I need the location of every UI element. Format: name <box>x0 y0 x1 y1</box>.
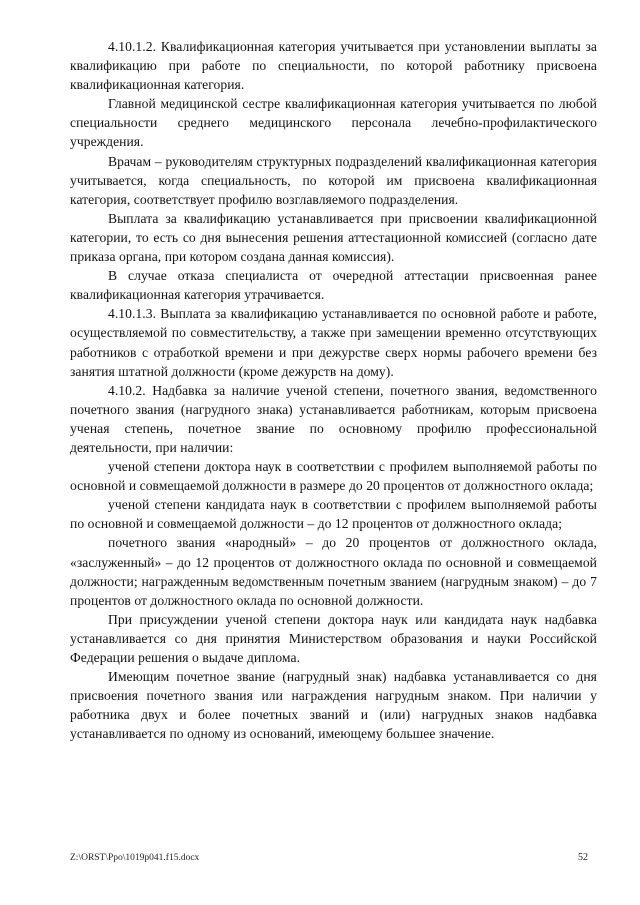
paragraph-4-10-1-2: 4.10.1.2. Квалификационная категория учитывается при установлении выплаты за квалификацию при работе по специальности, по которой работнику присвоена квалификационная категория. <box>70 39 597 93</box>
paragraph-refusal: В случае отказа специалиста от очередной аттестации присвоенная ранее квалификационная категория утрачивается. <box>70 268 597 303</box>
paragraph-honorary-title: почетного звания «народный» – до 20 процентов от должностного оклада, «заслуженный» – до 12 процентов от должностного оклада по основной и совмещаемой должности; награжденным ведомственным почетным званием (нагрудным знаком) – до 7 процентов от должностного оклада по основной должности. <box>70 535 597 608</box>
paragraph-doctors-heads: Врачам – руководителям структурных подразделений квалификационная категория учитывается, когда специальность, по которой им присвоена квалификационная категория, соответствует профилю возглавляемого подразделения. <box>70 153 597 207</box>
paragraph-degree-award: При присуждении ученой степени доктора наук или кандидата наук надбавка устанавливается со дня принятия Министерством образования и науки Российской Федерации решения о выдаче диплома. <box>70 611 597 665</box>
paragraph-4-10-1-3: 4.10.1.3. Выплата за квалификацию устанавливается по основной работе и работе, осуществляемой по совместительству, а также при замещении временно отсутствующих работников с отработкой времени и при дежурстве сверх нормы рабочего времени без занятия штатной должности (кроме дежурств на дому). <box>70 306 597 379</box>
footer-file-path: Z:\ORST\Ppo\1019p041.f15.docx <box>70 853 200 863</box>
paragraph-doctor-degree: ученой степени доктора наук в соответствии с профилем выполняемой работы по основной и совмещаемой должности в размере до 20 процентов от должностного оклада; <box>70 459 597 494</box>
paragraph-head-nurse: Главной медицинской сестре квалификационная категория учитывается по любой специальности среднего медицинского персонала лечебно-профилактического учреждения. <box>70 96 597 150</box>
paragraph-badge: Имеющим почетное звание (нагрудный знак) надбавка устанавливается со дня присвоения почетного звания или награждения нагрудным знаком. При наличии у работника двух и более почетных званий и (или) нагрудных знаков надбавка устанавливается по одному из оснований, имеющему большее значение. <box>70 669 597 742</box>
document-page <box>70 37 597 743</box>
paragraph-4-10-2: 4.10.2. Надбавка за наличие ученой степени, почетного звания, ведомственного почетного звания (нагрудного знака) устанавливается работникам, которым присвоена ученая степень, почетное звание по основному профилю профессиональной деятельности, при наличии: <box>70 382 597 455</box>
page-number: 52 <box>578 852 588 863</box>
paragraph-candidate-degree: ученой степени кандидата наук в соответствии с профилем выполняемой работы по основной и совмещаемой должности – до 12 процентов от должностного оклада; <box>70 497 597 532</box>
paragraph-payment-date: Выплата за квалификацию устанавливается при присвоении квалификационной категории, то есть со дня вынесения решения аттестационной комиссией (согласно дате приказа органа, при котором создана данная комиссия). <box>70 210 597 265</box>
